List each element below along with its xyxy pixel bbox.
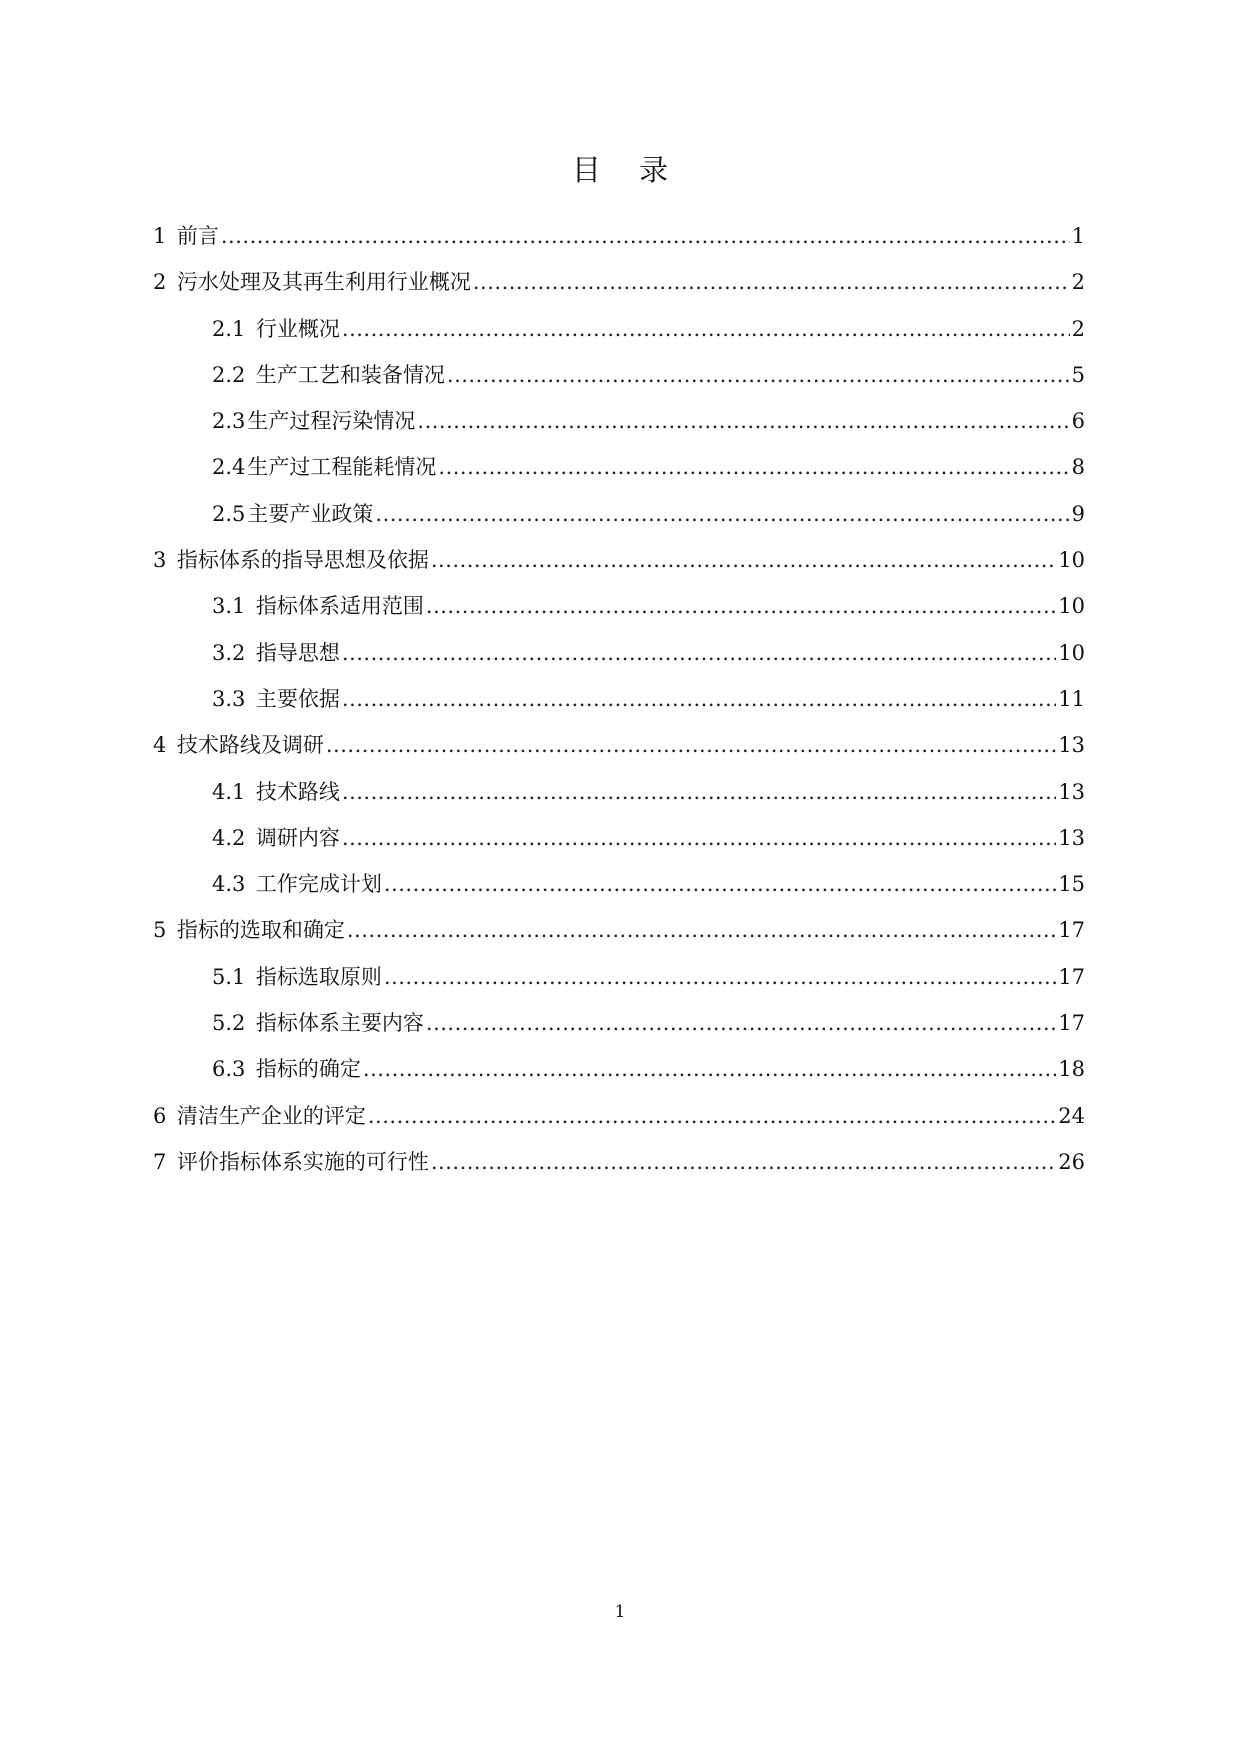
dot-leader	[431, 537, 1056, 583]
toc-entry-title: 调研内容	[255, 825, 340, 850]
toc-entry-title: 生产过工程能耗情况	[247, 455, 437, 480]
toc-entry-page: 24	[1058, 1103, 1085, 1128]
toc-entry-page: 17	[1058, 964, 1085, 989]
toc-entry[interactable]	[153, 444, 1085, 490]
toc-entry-page: 15	[1058, 872, 1085, 897]
dot-leader	[431, 1139, 1056, 1185]
toc-entry[interactable]	[153, 907, 1085, 953]
dot-leader	[375, 491, 1069, 537]
toc-entry-number: 2.4	[212, 455, 246, 480]
toc-entry-number: 4	[153, 733, 167, 758]
dot-leader	[447, 352, 1070, 398]
toc-entry-page: 17	[1058, 918, 1085, 943]
dot-leader	[384, 861, 1056, 907]
toc-entry[interactable]	[153, 491, 1085, 537]
toc-entry[interactable]	[153, 1046, 1085, 1092]
toc-entry-page: 2	[1071, 316, 1085, 341]
toc-entry-title: 工作完成计划	[255, 872, 382, 897]
toc-entry-title: 指标的选取和确定	[176, 918, 345, 943]
toc-entry[interactable]	[153, 722, 1085, 768]
toc-entry[interactable]	[153, 537, 1085, 583]
toc-entry-title: 指标的确定	[255, 1057, 361, 1082]
toc-entry-page: 18	[1058, 1057, 1085, 1082]
toc-entry-page: 9	[1071, 501, 1085, 526]
toc-entry-page: 8	[1071, 455, 1085, 480]
toc-entry-number: 5.2	[212, 1011, 246, 1036]
toc-entry[interactable]	[153, 954, 1085, 1000]
toc-entry[interactable]	[153, 259, 1085, 305]
toc-entry-title: 主要依据	[255, 686, 340, 711]
toc-entry-title: 主要产业政策	[247, 501, 374, 526]
toc-entry-title: 前言	[176, 224, 219, 248]
toc-entry-number: 2.1	[212, 316, 246, 341]
toc-entry-title: 技术路线及调研	[176, 733, 324, 758]
toc-entry-number: 3	[153, 548, 167, 573]
toc-entry[interactable]	[153, 1139, 1085, 1185]
toc-entry-title: 指导思想	[255, 640, 340, 665]
toc-entry-title: 指标体系主要内容	[255, 1011, 424, 1036]
toc-entry-title: 污水处理及其再生利用行业概况	[176, 270, 471, 295]
toc-entry[interactable]	[153, 676, 1085, 722]
dot-leader	[426, 1000, 1056, 1046]
dot-leader	[426, 583, 1056, 629]
toc-entry-number: 2.5	[212, 501, 246, 526]
dot-leader	[221, 213, 1070, 259]
dot-leader	[384, 954, 1056, 1000]
dot-leader	[342, 676, 1056, 722]
toc-entry-number: 3.1	[212, 594, 246, 619]
toc-entry-number: 4.1	[212, 779, 246, 804]
toc-entry[interactable]	[153, 769, 1085, 815]
toc-entry[interactable]	[153, 815, 1085, 861]
toc-entry-number: 6	[153, 1103, 167, 1128]
toc-entry-page: 13	[1058, 825, 1085, 850]
toc-entry-number: 5.1	[212, 964, 246, 989]
toc-entry-number: 5	[153, 918, 167, 943]
toc-entry-title: 指标体系适用范围	[255, 594, 424, 619]
dot-leader	[342, 306, 1070, 352]
toc-entry-page: 13	[1058, 779, 1085, 804]
toc-entry[interactable]	[153, 1093, 1085, 1139]
toc-entry[interactable]	[153, 213, 1085, 259]
toc-entry-number: 6.3	[212, 1057, 246, 1082]
dot-leader	[368, 1093, 1056, 1139]
toc-entry-number: 4.2	[212, 825, 246, 850]
toc-entry-title: 清洁生产企业的评定	[176, 1103, 366, 1128]
toc-entry-number: 4.3	[212, 872, 246, 897]
table-of-contents	[153, 213, 1085, 1185]
toc-entry-title: 行业概况	[255, 316, 340, 341]
toc-entry-page: 6	[1071, 409, 1085, 434]
toc-entry[interactable]	[153, 352, 1085, 398]
toc-entry-title: 生产工艺和装备情况	[255, 362, 445, 387]
toc-entry-page: 13	[1058, 733, 1085, 758]
toc-entry-page: 2	[1071, 270, 1085, 295]
dot-leader	[417, 398, 1069, 444]
toc-entry-number: 2.2	[212, 362, 246, 387]
toc-entry-number: 3.3	[212, 686, 246, 711]
toc-entry-page: 10	[1058, 594, 1085, 619]
toc-entry-title: 技术路线	[255, 779, 340, 804]
toc-entry[interactable]	[153, 861, 1085, 907]
dot-leader	[363, 1046, 1056, 1092]
dot-leader	[342, 630, 1056, 676]
toc-entry-title: 指标体系的指导思想及依据	[176, 548, 429, 573]
toc-entry-title: 评价指标体系实施的可行性	[176, 1149, 429, 1174]
toc-entry[interactable]	[153, 398, 1085, 444]
toc-entry-page: 10	[1058, 640, 1085, 665]
dot-leader	[342, 815, 1056, 861]
toc-entry-title: 生产过程污染情况	[247, 409, 416, 434]
dot-leader	[326, 722, 1056, 768]
toc-entry-number: 2	[153, 270, 167, 295]
dot-leader	[342, 769, 1056, 815]
toc-entry-page: 26	[1058, 1149, 1085, 1174]
toc-entry-page: 11	[1058, 686, 1085, 711]
dot-leader	[473, 259, 1070, 305]
toc-entry[interactable]	[153, 306, 1085, 352]
toc-entry-number: 3.2	[212, 640, 246, 665]
page-title: 目 录	[571, 153, 683, 187]
dot-leader	[347, 907, 1056, 953]
toc-entry-page: 5	[1071, 362, 1085, 387]
toc-entry-page: 1	[1071, 224, 1085, 248]
page-number: 1	[614, 1602, 626, 1622]
toc-entry-title: 指标选取原则	[255, 964, 382, 989]
toc-entry-page: 17	[1058, 1011, 1085, 1036]
toc-entry-number: 2.3	[212, 409, 246, 434]
toc-entry[interactable]	[153, 1000, 1085, 1046]
toc-entry-number: 1	[153, 224, 167, 248]
dot-leader	[438, 444, 1069, 490]
toc-entry[interactable]	[153, 583, 1085, 629]
toc-entry-number: 7	[153, 1149, 167, 1174]
toc-entry-page: 10	[1058, 548, 1085, 573]
toc-entry[interactable]	[153, 630, 1085, 676]
